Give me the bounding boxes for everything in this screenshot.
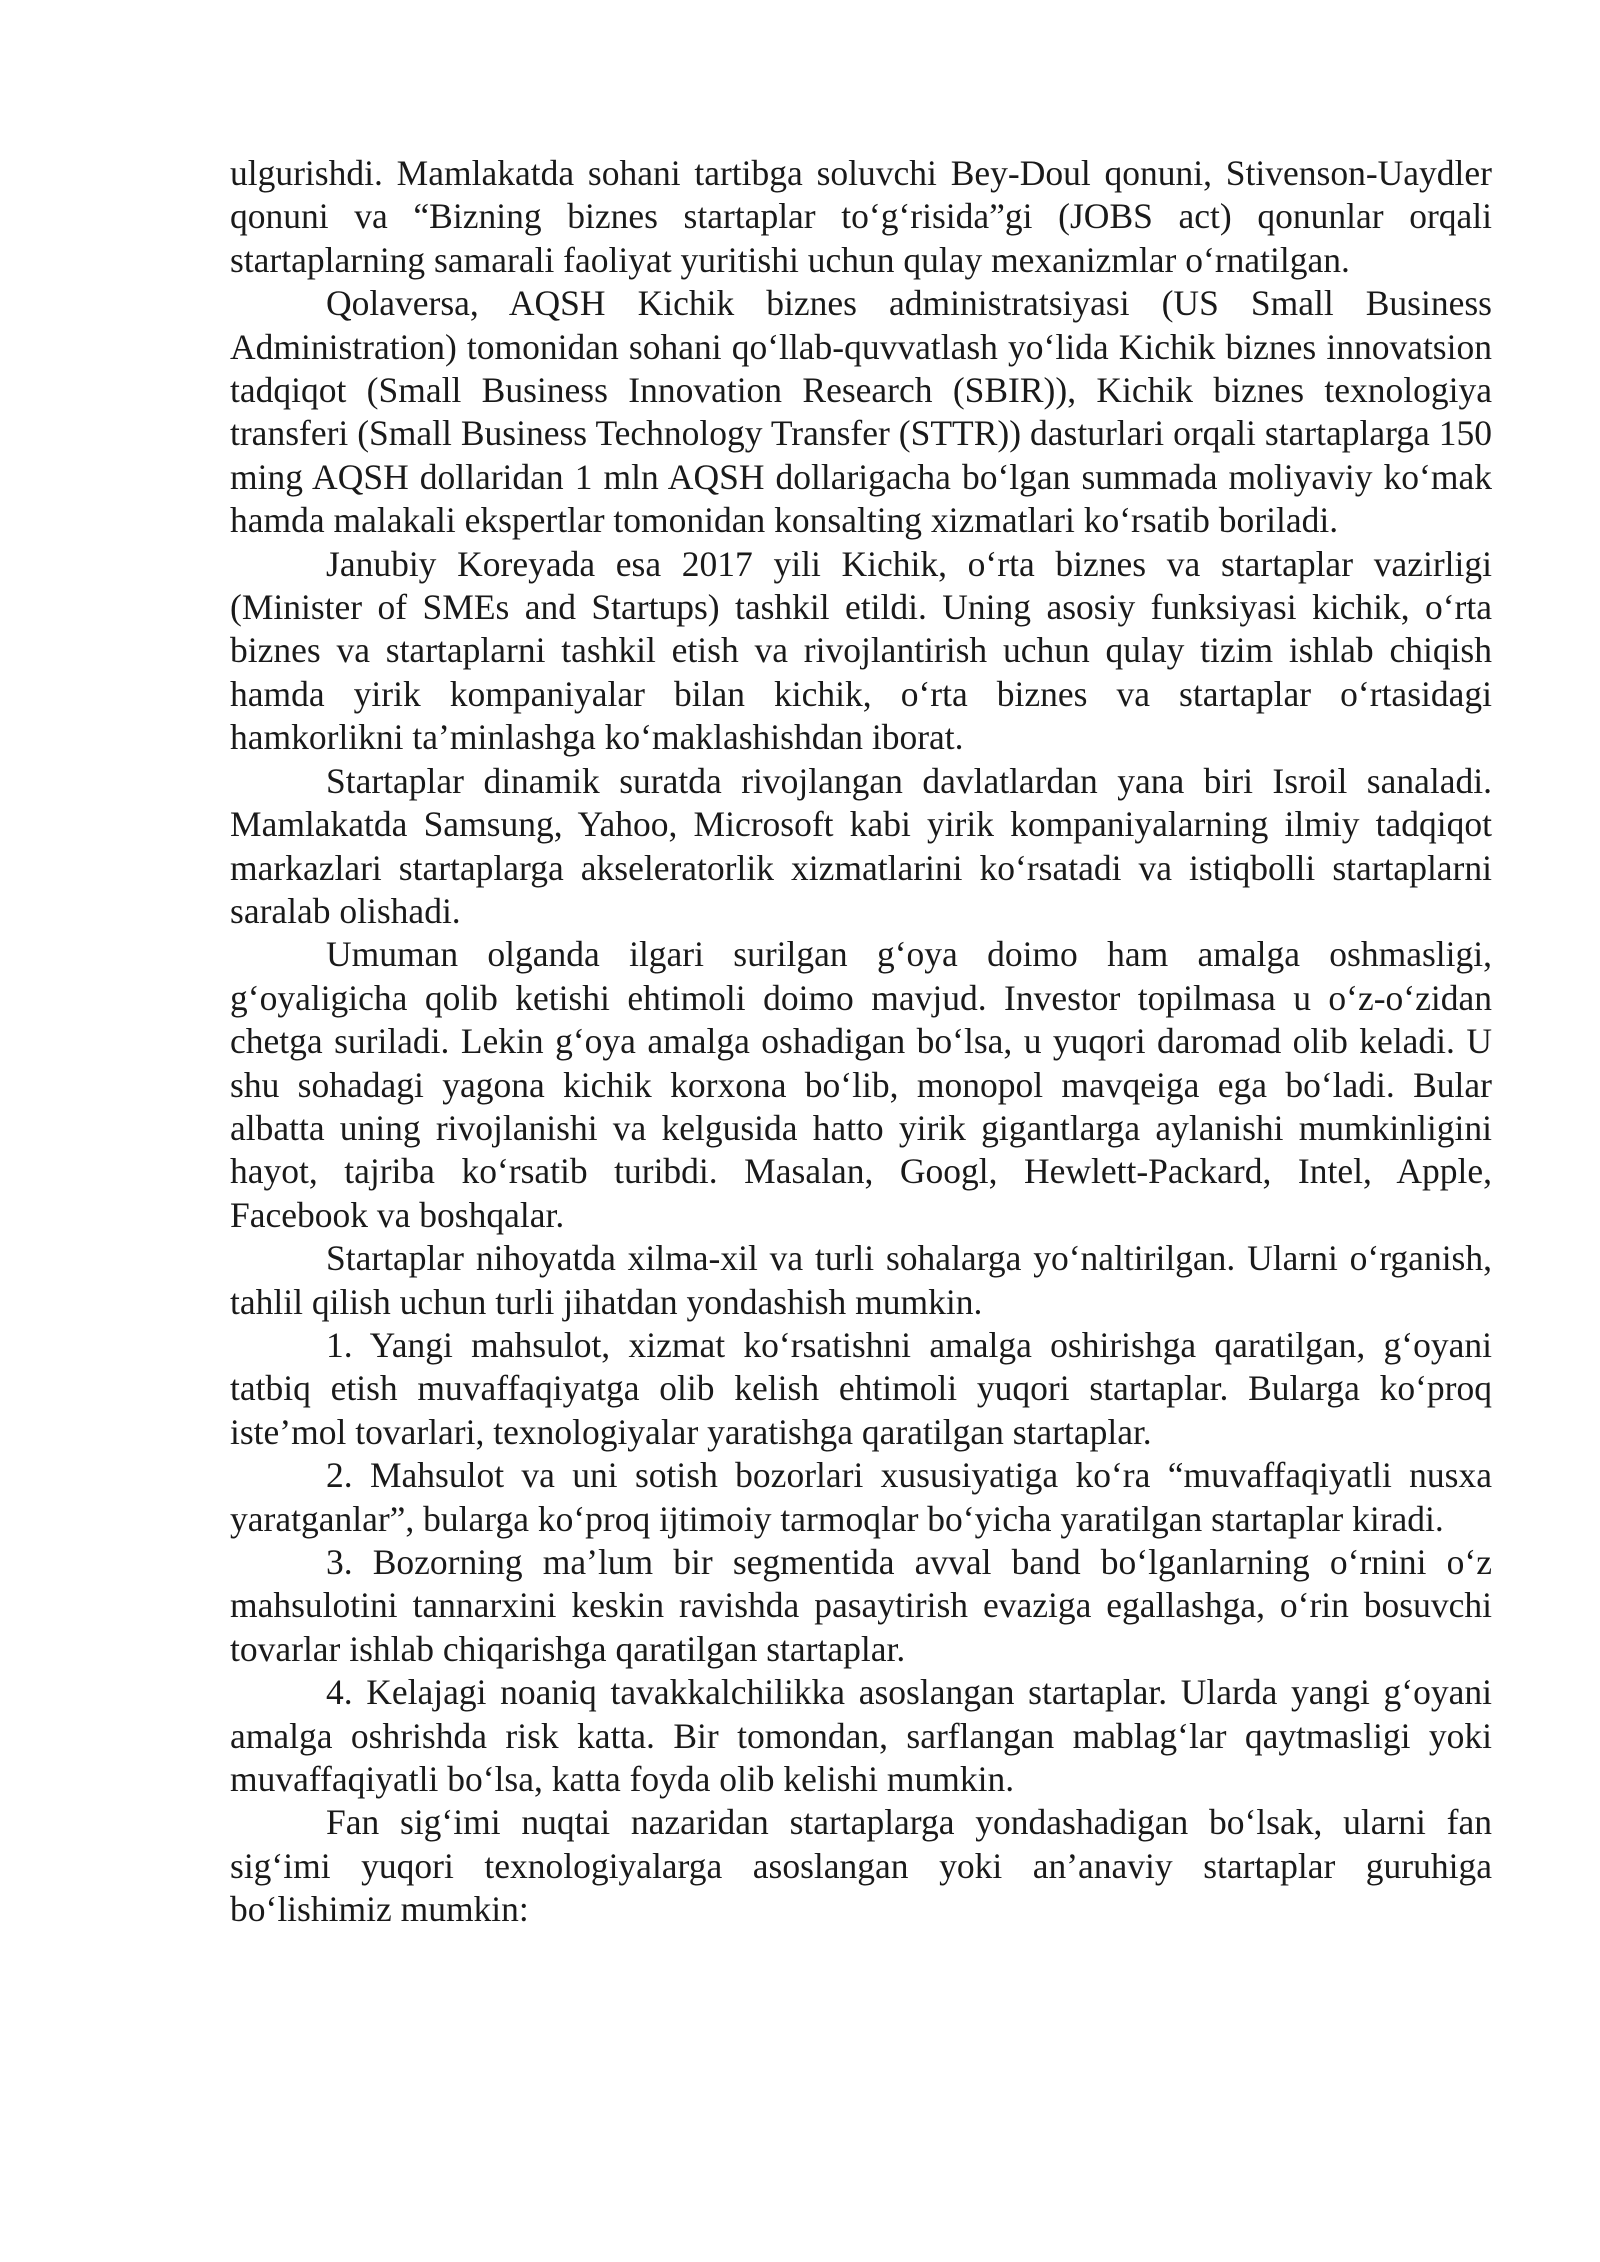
- paragraph-idea-risk: Umuman olganda ilgari surilgan g‘oya doimo ham amalga oshmasligi, g‘oyaligicha qolib ketishi ehtimoli doimo mavjud. Investor topilmasa u o‘z-o‘zidan chetga suriladi. Lekin g‘oya amalga oshadigan bo‘lsa, u yuqori daromad olib keladi. U shu sohadagi yagona kichik korxona bo‘lib, monopol mavqeiga ega bo‘ladi. Bular albatta uning rivojlanishi va kelgusida hatto yirik gigantlarga aylanishi mumkinligini hayot, tajriba ko‘rsatib turibdi. Masalan, Googl, Hewlett-Packard, Intel, Apple, Facebook va boshqalar.: [230, 934, 1492, 1235]
- list-item-2: 2. Mahsulot va uni sotish bozorlari xususiyatiga ko‘ra “muvaffaqiyatli nusxa yaratganlar”, bularga ko‘proq ijtimoiy tarmoqlar bo‘yicha yaratilgan startaplar kiradi.: [230, 1455, 1492, 1539]
- list-item-4: 4. Kelajagi noaniq tavakkalchilikka asoslangan startaplar. Ularda yangi g‘oyani amalga oshrishda risk katta. Bir tomondan, sarflangan mablag‘lar qaytmasligi yoki muvaffaqiyatli bo‘lsa, katta foyda olib kelishi mumkin.: [230, 1672, 1492, 1800]
- paragraph-us-laws: ulgurishdi. Mamlakatda sohani tartibga soluvchi Bey-Doul qonuni, Stivenson-Uaydler qonuni va “Bizning biznes startaplar to‘g‘risida”gi (JOBS act) qonunlar orqali startaplarning samarali faoliyat yuritishi uchun qulay mexanizmlar o‘rnatilgan.: [230, 153, 1492, 280]
- list-item-1: 1. Yangi mahsulot, xizmat ko‘rsatishni amalga oshirishga qaratilgan, g‘oyani tatbiq etish muvaffaqiyatga olib kelish ehtimoli yuqori startaplar. Bularga ko‘proq iste’mol tovarlari, texnologiyalar yaratishga qaratilgan startaplar.: [230, 1324, 1492, 1452]
- paragraph-us-sba: Qolaversa, AQSH Kichik biznes administratsiyasi (US Small Business Administration) tomonidan sohani qo‘llab-quvvatlash yo‘lida Kichik biznes innovatsion tadqiqot (Small Business Innovation Research (SBIR)), Kichik biznes texnologiya transferi (Small Business Technology Transfer (STTR)) dasturlari orqali startaplarga 150 ming AQSH dollaridan 1 mln AQSH dollarigacha bo‘lgan summada moliyaviy ko‘mak hamda malakali ekspertlar tomonidan konsalting xizmatlari ko‘rsatib boriladi.: [230, 283, 1492, 541]
- list-item-3: 3. Bozorning ma’lum bir segmentida avval band bo‘lganlarning o‘rnini o‘z mahsulotini tannarxini keskin ravishda pasaytirish evaziga egallashga, o‘rin bosuvchi tovarlar ishlab chiqarishga qaratilgan startaplar.: [230, 1542, 1492, 1669]
- paragraph-israel: Startaplar dinamik suratda rivojlangan davlatlardan yana biri Isroil sanaladi. Mamlakatda Samsung, Yahoo, Microsoft kabi yirik kompaniyalarning ilmiy tadqiqot markazlari startaplarga akseleratorlik xizmatlarini ko‘rsatadi va istiqbolli startaplarni saralab olishadi.: [230, 760, 1492, 931]
- paragraph-science-intensity: Fan sig‘imi nuqtai nazaridan startaplarga yondashadigan bo‘lsak, ularni fan sig‘imi yuqori texnologiyalarga asoslangan yoki an’anaviy startaplar guruhiga bo‘lishimiz mumkin:: [230, 1802, 1492, 1930]
- document-body: [230, 152, 1492, 1932]
- paragraph-startup-types-intro: Startaplar nihoyatda xilma-xil va turli sohalarga yo‘naltirilgan. Ularni o‘rganish, tahlil qilish uchun turli jihatdan yondashish mumkin.: [230, 1238, 1492, 1322]
- paragraph-south-korea: Janubiy Koreyada esa 2017 yili Kichik, o‘rta biznes va startaplar vazirligi (Minister of SMEs and Startups) tashkil etildi. Uning asosiy funksiyasi kichik, o‘rta biznes va startaplarni tashkil etish va rivojlantirish uchun qulay tizim ishlab chiqish hamda yirik kompaniyalar bilan kichik, o‘rta biznes va startaplar o‘rtasidagi hamkorlikni ta’minlashga ko‘maklashishdan iborat.: [230, 543, 1492, 758]
